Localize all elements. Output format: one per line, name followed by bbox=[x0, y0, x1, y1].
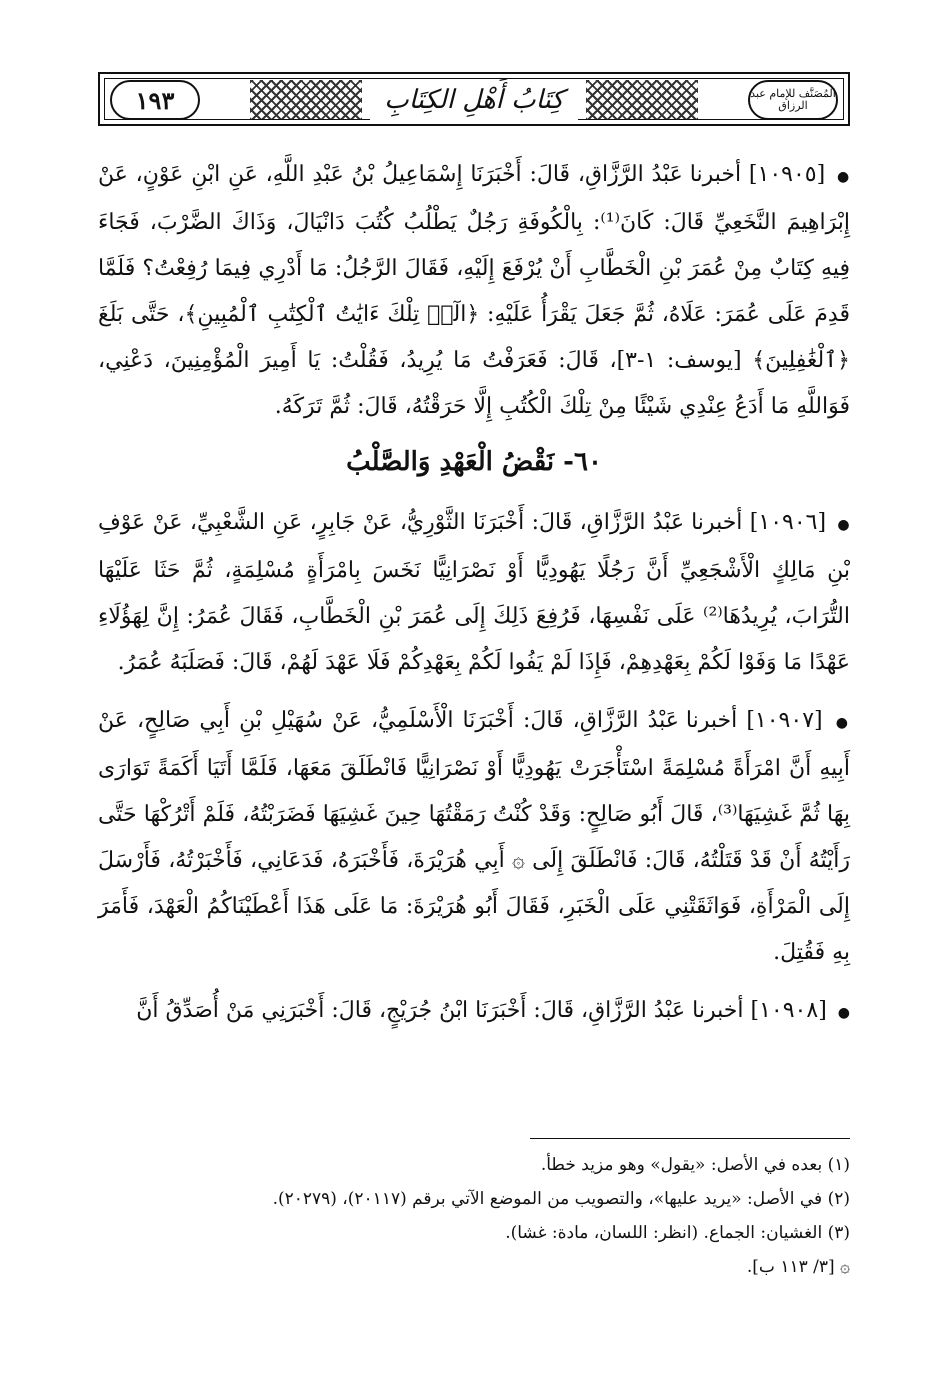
book-title: كِتَابُ أَهْلِ الكِتَابِ bbox=[370, 80, 578, 120]
bullet-icon: ● bbox=[837, 517, 850, 533]
seal-logo-icon: المُصَنَّف للإمام عبد الرزاق bbox=[748, 80, 838, 120]
chapter-title: ٦٠- نَقْضُ الْعَهْدِ وَالصَّلْبُ bbox=[346, 447, 602, 477]
footnote-1: (١) بعده في الأصل: «يقول» وهو مزيد خطأ. bbox=[540, 1155, 850, 1175]
ornament-right-icon bbox=[586, 80, 698, 120]
hadith-text: أخبرنا عَبْدُ الرَّزَّاقِ، قَالَ: أَخْبَرَنَا ابْنُ جُرَيْجٍ، قَالَ: أَخْبَرَنِي مَنْ أُصَدِّقُ أَنَّ bbox=[136, 998, 744, 1023]
bullet-icon: ● bbox=[835, 715, 851, 731]
footnote-divider bbox=[530, 1138, 850, 1139]
bullet-icon: ● bbox=[837, 1005, 850, 1021]
bullet-icon: ● bbox=[837, 169, 851, 185]
hadith-paragraph bbox=[98, 500, 850, 686]
hadith-text: أخبرنا عَبْدُ الرَّزَّاقِ، قَالَ: أَخْبَرَنَا الْأَسْلَمِيُّ، عَنْ سُهَيْلِ بْنِ أَبِي صَالِحٍ، عَنْ أَبِيهِ أَنَّ امْرَأَةً مُسْلِمَةً اسْتَأْجَرَتْ يَهُودِيًّا أَوْ نَصْرَانِيًّا فَانْطَلَقَ مَعَهَا، فَلَمَّا أَتَيَا أَكَمَةً تَوَارَى بِهَا ثُمَّ غَشِيَهَا⁽³⁾، قَالَ أَبُو صَالِحٍ: وَقَدْ كُنْتُ رَمَقْتُهَا حِينَ غَشِيَهَا فَضَرَبْتُهُ، فَلَمْ أَتْرُكْهَا حَتَّى رَأَيْتُهُ أَنْ قَدْ قَتَلْتُهُ، قَالَ: فَانْطَلَقَ إِلَى ۞ أَبِي هُرَيْرَةَ، فَأَخْبَرَهُ، فَدَعَانِي، فَأَخْبَرْتُهُ، فَأَرْسَلَ إِلَى الْمَرْأَةِ، فَوَاثَقَتْنِي عَلَى الْخَبَرِ، فَقَالَ أَبُو هُرَيْرَةَ: مَا عَلَى هَذَا أَعْطَيْنَاكُمُ الْعَهْدَ، فَأَمَرَ بِهِ فَقُتِلَ. bbox=[98, 708, 851, 965]
hadith-text: أخبرنا عَبْدُ الرَّزَّاقِ، قَالَ: أَخْبَرَنَا إِسْمَاعِيلُ بْنُ عَبْدِ اللَّهِ، عَنِ ابْنِ عَوْنٍ، عَنْ إِبْرَاهِيمَ النَّخَعِيِّ قَالَ: كَانَ⁽¹⁾: بِالْكُوفَةِ رَجُلٌ يَطْلُبُ كُتُبَ دَانْيَالَ، وَذَاكَ الضَّرْبَ، فَجَاءَ فِيهِ كِتَابٌ مِنْ عُمَرَ بْنِ الْخَطَّابِ أَنْ يُرْفَعَ إِلَيْهِ، فَقَالَ الرَّجُلُ: مَا أَدْرِي فِيمَا رُفِعْتُ؟ فَلَمَّا قَدِمَ عَلَى عُمَرَ: عَلَاهُ، ثُمَّ جَعَلَ يَقْرَأُ عَلَيْهِ: ﴿الٓرۚ تِلْكَ ءَايَٰتُ ٱلْكِتَٰبِ ٱلْمُبِينِ﴾، حَتَّى بَلَغَ ﴿ٱلْغَٰفِلِينَ﴾ [يوسف: ١-٣]، قَالَ: فَعَرَفْتُ مَا يُرِيدُ، فَقُلْتُ: يَا أَمِيرَ الْمُؤْمِنِينَ، دَعْنِي، فَوَاللَّهِ مَا أَدَعُ عِنْدِي شَيْئًا مِنْ تِلْكَ الْكُتُبِ إِلَّا حَرَقْتُهُ، قَالَ: ثُمَّ تَرَكَهُ. bbox=[98, 162, 850, 419]
hadith-number: [١٠٩٠٦] bbox=[749, 510, 827, 535]
hadith-paragraph bbox=[98, 698, 850, 976]
footnote-2: (٢) في الأصل: «يريد عليها»، والتصويب من الموضع الآتي برقم (٢٠١١٧)، (٢٠٢٧٩). bbox=[272, 1189, 850, 1209]
hadith-number: [١٠٩٠٧] bbox=[746, 708, 823, 733]
hadith-paragraph bbox=[98, 988, 850, 1036]
hadith-paragraph bbox=[98, 152, 850, 430]
page-header bbox=[98, 72, 850, 126]
hadith-text: أخبرنا عَبْدُ الرَّزَّاقِ، قَالَ: أَخْبَرَنَا الثَّوْرِيُّ، عَنْ جَابِرٍ، عَنِ الشَّعْبِيِّ، عَنْ عَوْفِ بْنِ مَالِكٍ الْأَشْجَعِيِّ أَنَّ رَجُلًا يَهُودِيًّا أَوْ نَصْرَانِيًّا نَخَسَ بِامْرَأَةٍ مُسْلِمَةٍ، ثُمَّ حَثَا عَلَيْهَا التُّرَابَ، يُرِيدُهَا⁽²⁾ عَلَى نَفْسِهَا، فَرُفِعَ ذَلِكَ إِلَى عُمَرَ بْنِ الْخَطَّابِ، فَقَالَ عُمَرُ: إِنَّ لِهَؤُلَاءِ عَهْدًا مَا وَفَوْا لَكُمْ بِعَهْدِهِمْ، فَإِذَا لَمْ يَفُوا لَكُمْ بِعَهْدِكُمْ فَلَا عَهْدَ لَهُمْ، قَالَ: فَصَلَبَهُ عُمَرُ. bbox=[98, 510, 850, 675]
footnote-3: (٣) الغشيان: الجماع. (انظر: اللسان، مادة: غشا). bbox=[505, 1223, 850, 1243]
main-text bbox=[98, 152, 850, 1048]
hadith-number: [١٠٩٠٥] bbox=[748, 162, 826, 187]
footnote-marker-ref: ۞ [٣/ ١١٣ ب]. bbox=[746, 1257, 850, 1277]
hadith-number: [١٠٩٠٨] bbox=[750, 998, 827, 1023]
ornament-left-icon bbox=[250, 80, 362, 120]
footnotes bbox=[98, 1150, 850, 1286]
page-number: ١٩٣ bbox=[110, 80, 200, 120]
